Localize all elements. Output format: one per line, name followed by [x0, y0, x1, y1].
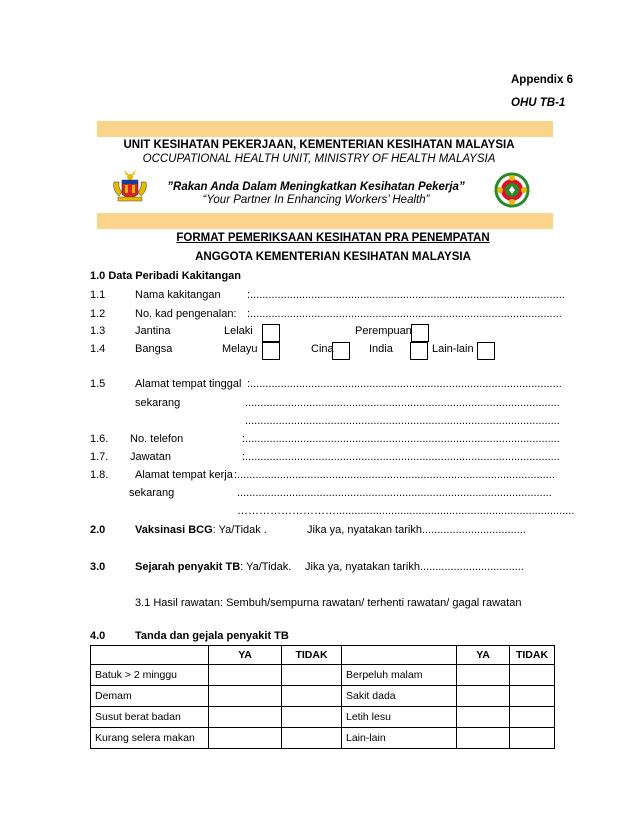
- symptom-tidak-cell[interactable]: [282, 686, 342, 707]
- tb-history-question: [135, 561, 291, 573]
- symptom-tidak-cell[interactable]: [510, 686, 555, 707]
- appendix-label: Appendix 6: [511, 74, 573, 86]
- symptom-ya-cell[interactable]: [209, 707, 282, 728]
- section1-heading: 1.0 Data Peribadi Kakitangan: [90, 270, 241, 282]
- gender-male-checkbox[interactable]: [262, 324, 280, 342]
- field-label-name: Nama kakitangan: [135, 289, 221, 301]
- home-address-line1[interactable]: :......................................................................................................: [247, 378, 562, 390]
- form-title-line1: FORMAT PEMERIKSAAN KESIHATAN PRA PENEMPATAN: [176, 232, 490, 244]
- header-band-bottom: [97, 213, 553, 229]
- symptom-tidak-cell[interactable]: [282, 728, 342, 749]
- symptom-tidak-cell[interactable]: [510, 665, 555, 686]
- home-address-line3[interactable]: .......................................................................................................: [245, 415, 560, 427]
- symptom-label: Kurang selera makan: [91, 728, 209, 749]
- symptom-label: Demam: [91, 686, 209, 707]
- gender-option-female-label: Perempuan: [355, 325, 412, 337]
- field-number: 1.3: [90, 325, 106, 337]
- column-header-tidak: TIDAK: [282, 646, 342, 665]
- field-label-gender: Jantina: [135, 325, 171, 337]
- table-row: [91, 665, 555, 686]
- bcg-question: [135, 524, 267, 536]
- symptom-ya-cell[interactable]: [457, 686, 510, 707]
- symptom-ya-cell[interactable]: [209, 728, 282, 749]
- race-option-india-label: India: [369, 343, 393, 355]
- position-field[interactable]: :.......................................................................................................: [242, 451, 560, 463]
- treatment-result-options[interactable]: 3.1 Hasil rawatan: Sembuh/sempurna rawatan/ terhenti rawatan/ gagal rawatan: [135, 597, 522, 609]
- symptoms-table: [90, 645, 555, 749]
- symptom-tidak-cell[interactable]: [282, 707, 342, 728]
- field-number: 1.8.: [90, 469, 109, 481]
- work-address-line3[interactable]: ………………………..............................................................................: [237, 505, 575, 517]
- symptom-ya-cell[interactable]: [457, 728, 510, 749]
- field-label-work-address: Alamat tempat kerja: [135, 469, 233, 481]
- symptom-label: Batuk > 2 minggu: [91, 665, 209, 686]
- header-cell: [342, 646, 457, 665]
- work-address-line2[interactable]: .......................................................................................................: [237, 487, 552, 499]
- race-melayu-checkbox[interactable]: [262, 342, 280, 360]
- tagline-english: “Your Partner In Enhancing Workers’ Health”: [202, 194, 430, 206]
- tagline-malay: ”Rakan Anda Dalam Meningkatkan Kesihatan Pekerja”: [167, 181, 465, 193]
- field-number: 1.6.: [90, 433, 109, 445]
- field-number: 1.2: [90, 308, 106, 320]
- bcg-date-field[interactable]: Jika ya, nyatakan tarikh..................................: [307, 524, 526, 536]
- tb-history-date-field[interactable]: Jika ya, nyatakan tarikh..................................: [305, 561, 524, 573]
- race-option-cina-label: Cina: [311, 343, 334, 355]
- header-band-top: [97, 121, 553, 137]
- field-number: 1.5: [90, 378, 106, 390]
- symptom-label: Sakit dada: [342, 686, 457, 707]
- phone-field[interactable]: :.......................................................................................................: [242, 433, 560, 445]
- field-number: 1.7.: [90, 451, 109, 463]
- symptom-label: Lain-lain: [342, 728, 457, 749]
- field-number: 1.4: [90, 343, 106, 355]
- table-header-row: [91, 646, 555, 665]
- form-code: OHU TB-1: [511, 97, 566, 109]
- name-field[interactable]: :.......................................................................................................: [247, 289, 565, 301]
- column-header-ya: YA: [457, 646, 510, 665]
- tb-history-label: Sejarah penyakit TB: [135, 561, 241, 573]
- column-header-ya: YA: [209, 646, 282, 665]
- section4-number: 4.0: [90, 630, 106, 642]
- symptom-ya-cell[interactable]: [457, 707, 510, 728]
- symptom-tidak-cell[interactable]: [282, 665, 342, 686]
- symptom-label: Susut berat badan: [91, 707, 209, 728]
- gender-female-checkbox[interactable]: [411, 324, 429, 342]
- symptom-ya-cell[interactable]: [209, 665, 282, 686]
- column-header-tidak: TIDAK: [510, 646, 555, 665]
- symptom-tidak-cell[interactable]: [510, 728, 555, 749]
- unit-name-malay: UNIT KESIHATAN PEKERJAAN, KEMENTERIAN KESIHATAN MALAYSIA: [123, 139, 515, 151]
- race-option-other-label: Lain-lain: [432, 343, 474, 355]
- section4-heading: Tanda dan gejala penyakit TB: [135, 630, 289, 642]
- symptom-ya-cell[interactable]: [457, 665, 510, 686]
- field-label-work-address-cont: sekarang: [129, 487, 175, 499]
- tb-history-options[interactable]: : Ya/Tidak.: [240, 561, 292, 573]
- field-label-race: Bangsa: [135, 343, 173, 355]
- table-row: [91, 728, 555, 749]
- table-row: [91, 707, 555, 728]
- home-address-line2[interactable]: .......................................................................................................: [245, 397, 560, 409]
- race-india-checkbox[interactable]: [410, 342, 428, 360]
- race-other-checkbox[interactable]: [477, 342, 495, 360]
- symptom-label: Letih lesu: [342, 707, 457, 728]
- race-cina-checkbox[interactable]: [332, 342, 350, 360]
- symptom-label: Berpeluh malam: [342, 665, 457, 686]
- table-row: [91, 686, 555, 707]
- section2-number: 2.0: [90, 524, 106, 536]
- section3-number: 3.0: [90, 561, 106, 573]
- symptom-tidak-cell[interactable]: [510, 707, 555, 728]
- field-label-ic: No. kad pengenalan:: [135, 308, 237, 320]
- race-option-melayu-label: Melayu: [222, 343, 258, 355]
- field-label-home-address-cont: sekarang: [135, 397, 181, 409]
- gender-option-male-label: Lelaki: [224, 325, 253, 337]
- bcg-options[interactable]: : Ya/Tidak .: [212, 524, 267, 536]
- header-cell: [91, 646, 209, 665]
- ic-number-field[interactable]: :......................................................................................................: [247, 308, 562, 320]
- work-address-line1[interactable]: :........................................................................................................: [234, 469, 555, 481]
- occupational-health-logo: [494, 172, 530, 208]
- field-number: 1.1: [90, 289, 106, 301]
- unit-name-english: OCCUPATIONAL HEALTH UNIT, MINISTRY OF HEALTH MALAYSIA: [142, 153, 496, 165]
- form-title-line2: ANGGOTA KEMENTERIAN KESIHATAN MALAYSIA: [195, 251, 471, 263]
- field-label-position: Jawatan: [130, 451, 171, 463]
- symptom-ya-cell[interactable]: [209, 686, 282, 707]
- field-label-phone: No. telefon: [130, 433, 184, 445]
- field-label-home-address: Alamat tempat tinggal: [135, 378, 242, 390]
- bcg-label: Vaksinasi BCG: [135, 524, 213, 536]
